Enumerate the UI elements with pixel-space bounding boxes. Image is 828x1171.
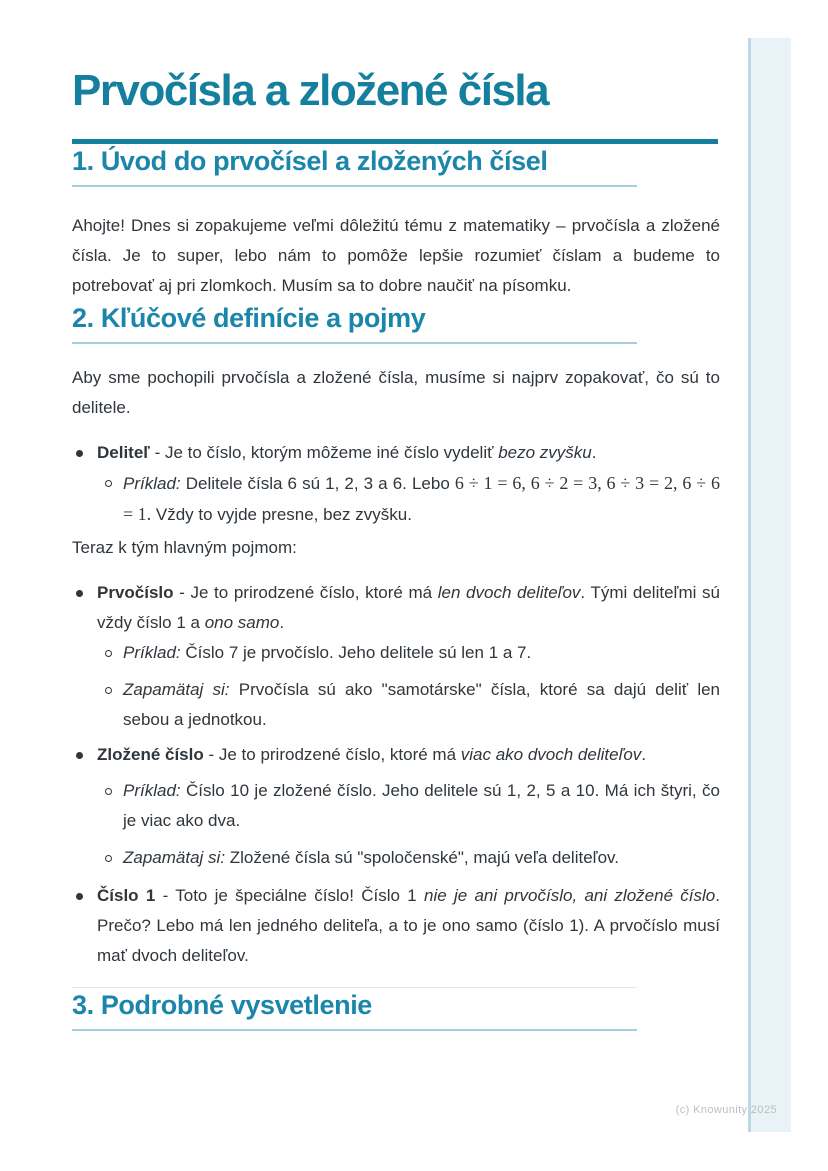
section-2-heading: 2. Kľúčové definície a pojmy xyxy=(72,303,426,333)
list-item-prime xyxy=(72,578,720,638)
section-1-paragraph: Ahojte! Dnes si zopakujeme veľmi dôležitú tému z matematiky – prvočísla a zložené čísla. Je to super, lebo nám to pomôže lepšie rozumieť číslam a budeme to potrebovať aj pri zlomkoch. Musím sa to dobre naučiť na písomku. xyxy=(72,216,720,295)
text-run: . xyxy=(641,745,647,764)
sub-list-item-composite-example xyxy=(98,776,720,836)
text-run-italic: bezo zvyšku xyxy=(498,443,592,462)
text-run: Prvočísla sú ako "samotárske" čísla, ktoré sa dajú deliť len sebou a jednotkou. xyxy=(123,680,721,729)
list-item-composite-text xyxy=(97,740,720,770)
section-3-heading: 3. Podrobné vysvetlenie xyxy=(72,990,372,1020)
example-label: Príklad: xyxy=(123,474,181,493)
text-run: - xyxy=(203,745,219,764)
text-run: . Tými deliteľmi sú vždy číslo 1 a xyxy=(97,583,720,632)
bullet-icon xyxy=(76,450,83,457)
bullet-icon xyxy=(76,590,83,597)
example-label: Príklad: xyxy=(123,781,181,800)
section-1-rule xyxy=(72,185,637,187)
circle-bullet-icon xyxy=(105,650,112,657)
text-run: - xyxy=(173,583,191,602)
text-run: - xyxy=(155,886,176,905)
section-2-rule xyxy=(72,342,637,344)
math-expression: 6 ÷ 1 = 6, 6 ÷ 2 = 3, 6 ÷ 3 = 2, 6 ÷ 6 = 1. xyxy=(123,473,720,524)
sub-list-item-text xyxy=(123,675,720,735)
section-2-transition: Teraz k tým hlavným pojmom: xyxy=(72,538,297,557)
circle-bullet-icon xyxy=(105,788,112,795)
text-run: Je to prirodzené číslo, ktoré má xyxy=(218,745,461,764)
text-run: Číslo 10 je zložené číslo. Jeho delitele sú 1, 2, 5 a 10. Má ich štyri, čo je viac ako dva. xyxy=(123,781,720,830)
circle-bullet-icon xyxy=(105,687,112,694)
sub-list-item-text xyxy=(123,468,720,530)
list-item-divisor xyxy=(72,438,720,468)
circle-bullet-icon xyxy=(105,480,112,487)
text-run: Je to číslo, ktorým môžeme iné číslo vydeliť xyxy=(164,443,499,462)
text-run: Delitele čísla 6 sú 1, 2, 3 a 6. Lebo xyxy=(180,474,455,493)
sub-list-item-text xyxy=(123,843,720,873)
term-number-one: Číslo 1 xyxy=(97,886,156,905)
text-run-italic: len dvoch deliteľov xyxy=(437,583,581,602)
note-label: Zapamätaj si: xyxy=(123,848,226,867)
note-label: Zapamätaj si: xyxy=(123,680,230,699)
text-run: Toto je špeciálne číslo! Číslo 1 xyxy=(175,886,424,905)
sub-list-item-text xyxy=(123,776,720,836)
text-run: . Prečo? Lebo má len jedného deliteľa, a to je ono samo (číslo 1). A prvočíslo musí mať dvoch deliteľov. xyxy=(97,886,720,965)
sub-list-item-prime-example xyxy=(98,638,720,668)
circle-bullet-icon xyxy=(105,855,112,862)
copyright-watermark: (c) Knowunity 2025 xyxy=(675,1104,777,1116)
term-composite: Zložené číslo xyxy=(97,745,204,764)
example-label: Príklad: xyxy=(123,643,181,662)
text-run: . xyxy=(591,443,597,462)
text-run: Je to prirodzené číslo, ktoré má xyxy=(190,583,438,602)
section-1-heading: 1. Úvod do prvočísel a zložených čísel xyxy=(72,146,548,176)
sub-list-item-composite-note xyxy=(98,843,720,873)
list-item-number-one xyxy=(72,881,720,971)
sub-list-item-prime-note xyxy=(98,675,720,735)
list-item-composite xyxy=(72,740,720,770)
page-edge-bar xyxy=(748,38,791,1132)
term-divisor: Deliteľ xyxy=(97,443,150,462)
text-run-italic: ono samo xyxy=(204,613,280,632)
list-item-prime-text xyxy=(97,578,720,638)
text-run-italic: viac ako dvoch deliteľov xyxy=(460,745,642,764)
text-run: Vždy to vyjde presne, bez zvyšku. xyxy=(151,505,412,524)
bullet-icon xyxy=(76,893,83,900)
text-run: Číslo 7 je prvočíslo. Jeho delitele sú len 1 a 7. xyxy=(180,643,532,662)
text-run: Zložené čísla sú "spoločenské", majú veľa deliteľov. xyxy=(225,848,620,867)
list-item-divisor-text xyxy=(97,438,720,468)
sub-list-item-divisor-example xyxy=(98,468,720,530)
section-2-intro: Aby sme pochopili prvočísla a zložené čísla, musíme si najprv zopakovať, čo sú to delitele. xyxy=(72,368,720,417)
text-run: - xyxy=(149,443,165,462)
bullet-icon xyxy=(76,752,83,759)
term-prime: Prvočíslo xyxy=(97,583,174,602)
page-title: Prvočísla a zložené čísla xyxy=(72,66,549,115)
document-content xyxy=(72,0,720,1031)
text-run: . xyxy=(279,613,285,632)
section-3-rule xyxy=(72,1029,637,1031)
list-item-number-one-text xyxy=(97,881,720,971)
text-run-italic: nie je ani prvočíslo, ani zložené číslo xyxy=(423,886,716,905)
sub-list-item-text xyxy=(123,638,720,668)
